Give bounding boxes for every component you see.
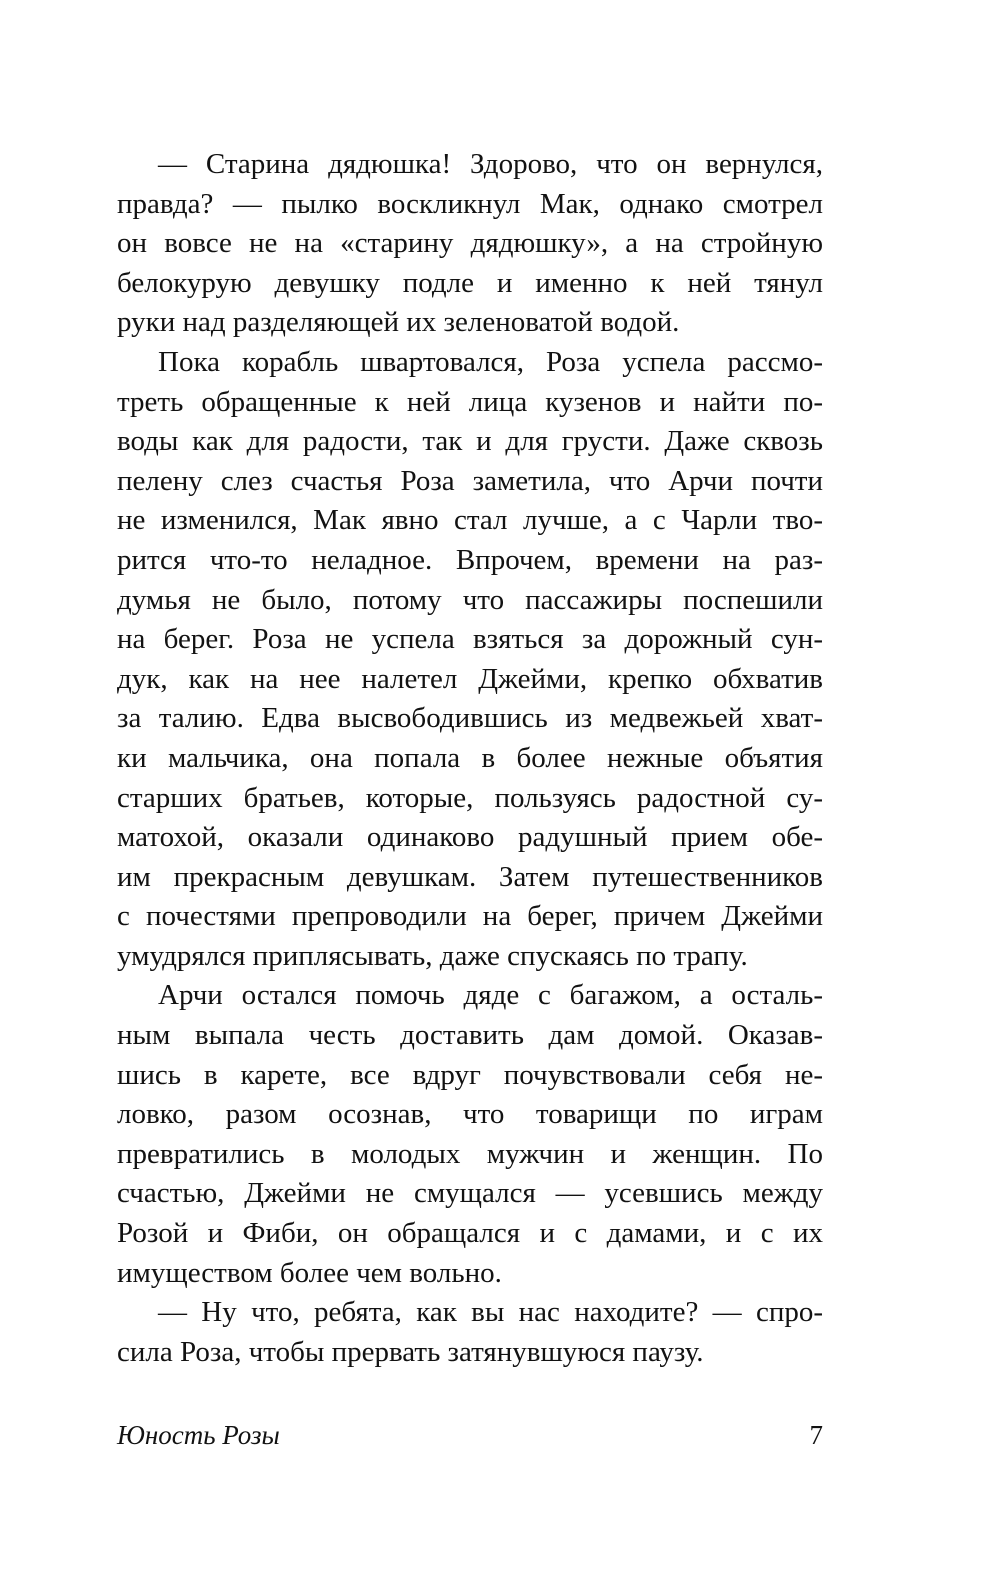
paragraph: [117, 343, 823, 977]
text-line: правда? — пылко воскликнул Мак, однако смотрел: [117, 187, 823, 220]
text-line: пелену слез счастья Роза заметила, что Арчи почти: [117, 464, 823, 497]
text-line: белокурую девушку подле и именно к ней тянул: [117, 266, 823, 299]
text-line: — Ну что, ребята, как вы нас находите? — спро-: [158, 1296, 823, 1329]
page-number: 7: [809, 1420, 823, 1450]
text-line: за талию. Едва высвободившись из медвежьей хват-: [117, 702, 823, 735]
paragraph: [117, 1293, 823, 1372]
page-text: [117, 145, 823, 1372]
text-line: шись в карете, все вдруг почувствовали себя не-: [117, 1058, 823, 1091]
text-line: Розой и Фиби, он обращался и с дамами, и с их: [117, 1217, 823, 1250]
text-line: Арчи остался помочь дяде с багажом, а осталь-: [158, 979, 823, 1012]
text-line: руки над разделяющей их зеленоватой водой.: [117, 306, 680, 339]
page-footer: [117, 1420, 823, 1451]
text-line: умудрялся приплясывать, даже спускаясь по трапу.: [117, 939, 748, 972]
text-line: — Старина дядюшка! Здорово, что он вернулся,: [158, 148, 823, 180]
text-line: Пока корабль швартовался, Роза успела рассмо-: [158, 345, 823, 378]
text-line: ным выпала честь доставить дам домой. Оказав-: [117, 1019, 823, 1052]
text-line: воды как для радости, так и для грусти. Даже сквозь: [117, 425, 823, 458]
running-title: Юность Розы: [117, 1420, 280, 1450]
text-line: счастью, Джейми не смущался — усевшись между: [117, 1177, 823, 1210]
text-line: старших братьев, которые, пользуясь радостной су-: [117, 781, 823, 814]
paragraph: [117, 976, 823, 1293]
text-line: превратились в молодых мужчин и женщин. По: [117, 1137, 823, 1170]
text-line: сила Роза, чтобы прервать затянувшуюся паузу.: [117, 1335, 704, 1368]
text-line: ки мальчика, она попала в более нежные объятия: [117, 741, 823, 774]
text-line: рится что-то неладное. Впрочем, времени на раз-: [117, 543, 823, 576]
text-line: с почестями препроводили на берег, причем Джейми: [117, 900, 823, 933]
text-line: дук, как на нее налетел Джейми, крепко обхватив: [117, 662, 823, 695]
text-line: не изменился, Мак явно стал лучше, а с Чарли тво-: [117, 504, 823, 537]
text-line: он вовсе не на «старину дядюшку», а на стройную: [117, 227, 823, 260]
text-line: матохой, оказали одинаково радушный прием обе-: [117, 821, 823, 854]
text-line: на берег. Роза не успела взяться за дорожный сун-: [117, 623, 823, 656]
text-line: им прекрасным девушкам. Затем путешественников: [117, 860, 823, 893]
text-line: треть обращенные к ней лица кузенов и найти по-: [117, 385, 823, 418]
text-line: ловко, разом осознав, что товарищи по играм: [117, 1098, 823, 1131]
text-line: думья не было, потому что пассажиры поспешили: [117, 583, 823, 616]
paragraph: [117, 145, 823, 343]
text-line: имуществом более чем вольно.: [117, 1256, 502, 1289]
